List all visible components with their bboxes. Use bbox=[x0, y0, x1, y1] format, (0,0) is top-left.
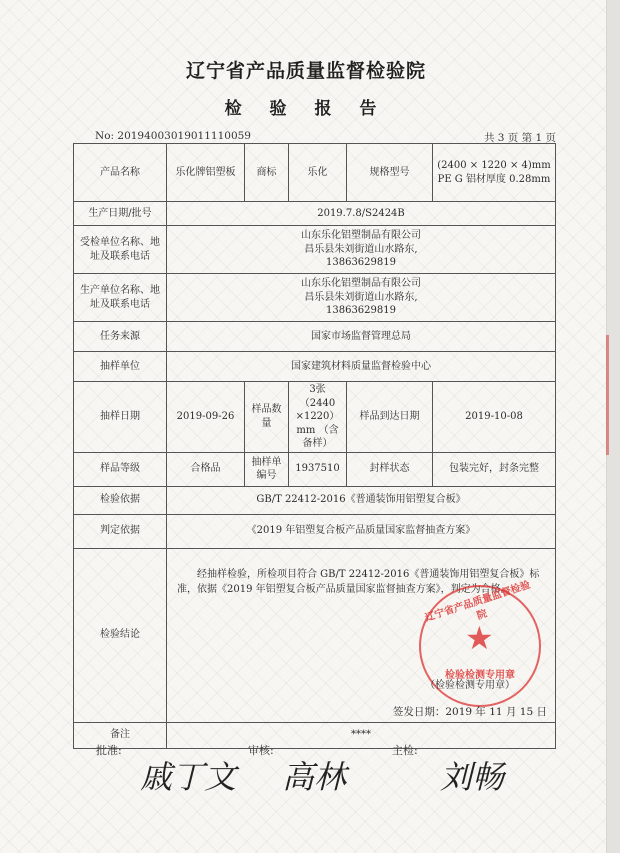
producer bbox=[167, 274, 556, 322]
approver-label: 批准: bbox=[96, 744, 122, 757]
table-row bbox=[74, 274, 556, 322]
table-row bbox=[74, 352, 556, 382]
arrival-date: 2019-10-08 bbox=[433, 382, 556, 453]
trademark: 乐化 bbox=[289, 144, 347, 202]
basis-label: 检验依据 bbox=[74, 486, 167, 514]
remarks-label: 备注 bbox=[74, 722, 167, 748]
table-row bbox=[74, 144, 556, 202]
table-row bbox=[74, 548, 556, 722]
inspector-signature: 刘畅 bbox=[440, 758, 505, 796]
table-row bbox=[74, 514, 556, 548]
arrival-date-label: 样品到达日期 bbox=[347, 382, 433, 453]
product-name-label: 产品名称 bbox=[74, 144, 167, 202]
producer-address: 昌乐县朱刘街道山水路东, bbox=[304, 291, 418, 303]
sampling-date: 2019-09-26 bbox=[167, 382, 245, 453]
prod-date-label: 生产日期/批号 bbox=[74, 202, 167, 226]
reviewer-signature: 高林 bbox=[282, 758, 347, 796]
seal-state: 包装完好，封条完整 bbox=[433, 452, 556, 486]
remarks: **** bbox=[167, 722, 556, 748]
judge-basis: 《2019 年铝塑复合板产品质量国家监督抽查方案》 bbox=[167, 514, 556, 548]
sample-qty-label: 样品数量 bbox=[245, 382, 289, 453]
spec-label: 规格型号 bbox=[347, 144, 433, 202]
table-row bbox=[74, 226, 556, 274]
conclusion-text: 经抽样检验，所检项目符合 GB/T 22412-2016《普通装饰用铝塑复合板》标准，依据《2019 年铝塑复合板产品质量国家监督抽查方案》，判定为合格。 bbox=[177, 568, 540, 595]
judge-basis-label: 判定依据 bbox=[74, 514, 167, 548]
issue-date: 签发日期：2019 年 11 月 15 日 bbox=[392, 705, 547, 718]
sample-qty: 3张（2440 ×1220）mm （含备样） bbox=[289, 382, 347, 453]
table-row bbox=[74, 382, 556, 453]
inspected-unit-phone: 13863629819 bbox=[326, 257, 396, 269]
producer-name: 山东乐化铝塑制品有限公司 bbox=[301, 278, 421, 290]
approver-signature: 戚丁文 bbox=[140, 758, 237, 796]
seal-state-label: 封样状态 bbox=[347, 452, 433, 486]
inspected-unit-address: 昌乐县朱刘街道山水路东, bbox=[304, 243, 418, 255]
inspector-label: 主检: bbox=[392, 744, 418, 757]
stamp-label: （检验检测专用章） bbox=[425, 679, 515, 691]
seal-bottom-text: 检验检测专用章 bbox=[445, 669, 515, 681]
producer-label: 生产单位名称、地址及联系电话 bbox=[74, 274, 167, 322]
serial-number: No: 20194003019011110059 bbox=[95, 130, 251, 142]
star-icon: ★ bbox=[465, 618, 494, 657]
sampling-no-label: 抽样单编号 bbox=[245, 452, 289, 486]
inspected-unit-name: 山东乐化铝塑制品有限公司 bbox=[301, 230, 421, 242]
sampling-date-label: 抽样日期 bbox=[74, 382, 167, 453]
seal-top-text: 辽宁省产品质量监督检验院 bbox=[423, 579, 532, 624]
edge-seal-mark bbox=[606, 335, 620, 455]
product-name: 乐化牌铝塑板 bbox=[167, 144, 245, 202]
basis: GB/T 22412-2016《普通装饰用铝塑复合板》 bbox=[167, 486, 556, 514]
institution-title: 辽宁省产品质量监督检验院 bbox=[185, 60, 426, 82]
conclusion-cell bbox=[167, 548, 556, 722]
sampling-no: 1937510 bbox=[289, 452, 347, 486]
producer-phone: 13863629819 bbox=[326, 305, 396, 317]
inspected-unit-label: 受检单位名称、地址及联系电话 bbox=[74, 226, 167, 274]
prod-date: 2019.7.8/S2424B bbox=[167, 202, 556, 226]
task-source-label: 任务来源 bbox=[74, 322, 167, 352]
conclusion-label: 检验结论 bbox=[74, 548, 167, 722]
table-row bbox=[74, 322, 556, 352]
inspected-unit bbox=[167, 226, 556, 274]
report-table bbox=[73, 143, 556, 749]
table-row bbox=[74, 452, 556, 486]
page-count: 共 3 页 第 1 页 bbox=[483, 132, 556, 144]
table-row bbox=[74, 202, 556, 226]
sampling-unit: 国家建筑材料质量监督检验中心 bbox=[167, 352, 556, 382]
spec: (2400 × 1220 × 4)mm PE G 铝材厚度 0.28mm bbox=[433, 144, 556, 202]
grade-label: 样品等级 bbox=[74, 452, 167, 486]
task-source: 国家市场监督管理总局 bbox=[167, 322, 556, 352]
table-row bbox=[74, 486, 556, 514]
grade: 合格品 bbox=[167, 452, 245, 486]
trademark-label: 商标 bbox=[245, 144, 289, 202]
sampling-unit-label: 抽样单位 bbox=[74, 352, 167, 382]
table-row bbox=[74, 722, 556, 748]
report-title: 检 验 报 告 bbox=[224, 99, 388, 119]
reviewer-label: 审核: bbox=[248, 744, 274, 757]
